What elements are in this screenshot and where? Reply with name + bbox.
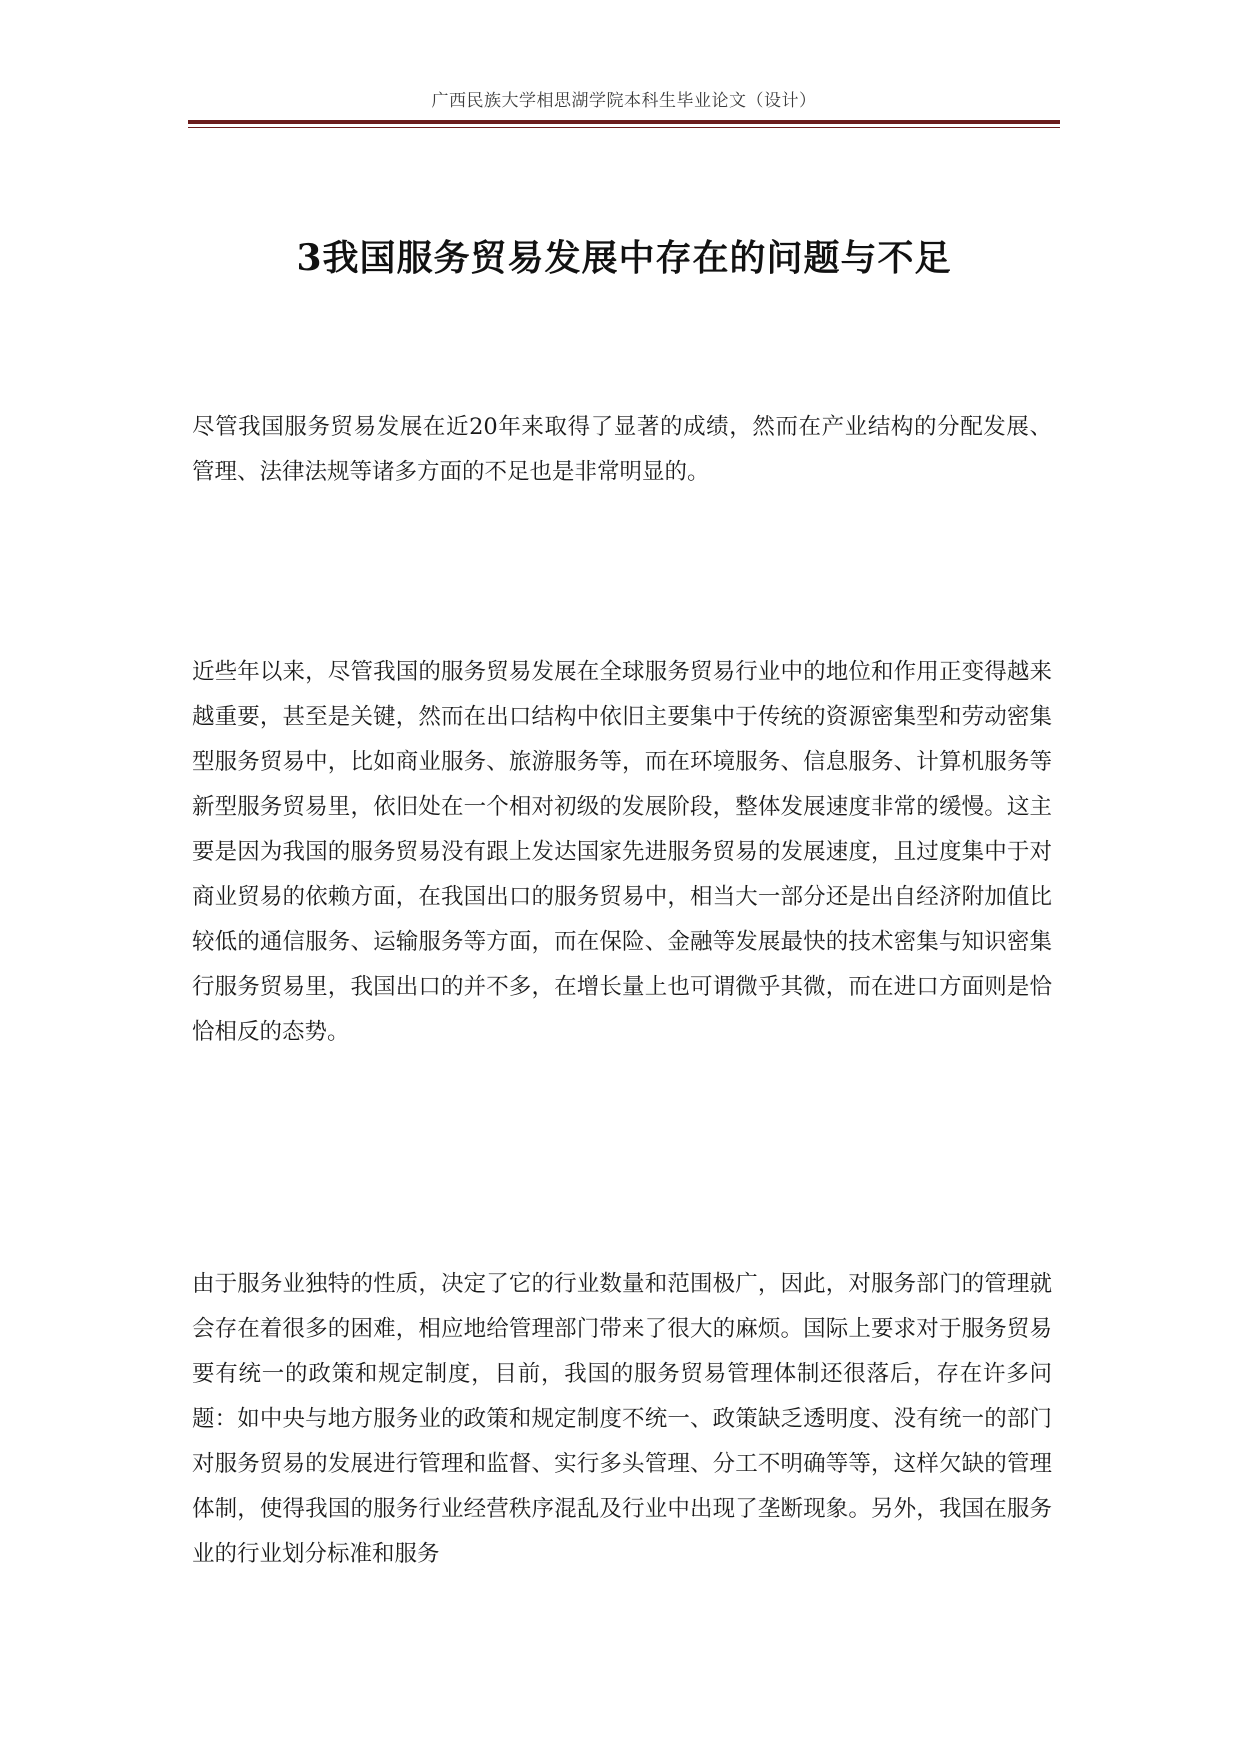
running-header: 广西民族大学相思湖学院本科生毕业论文（设计）: [431, 91, 817, 111]
body-paragraph: 近些年以来，尽管我国的服务贸易发展在全球服务贸易行业中的地位和作用正变得越来越重要，甚至是关键，然而在出口结构中依旧主要集中于传统的资源密集型和劳动密集型服务贸易中，比如商业服务、旅游服务等，而在环境服务、信息服务、计算机服务等新型服务贸易里，依旧处在一个相对初级的发展阶段，整体发展速度非常的缓慢。这主要是因为我国的服务贸易没有跟上发达国家先进服务贸易的发展速度，且过度集中于对商业贸易的依赖方面，在我国出口的服务贸易中，相当大一部分还是出自经济附加值比较低的通信服务、运输服务等方面，而在保险、金融等发展最快的技术密集与知识密集行服务贸易里，我国出口的并不多，在增长量上也可谓微乎其微，而在进口方面则是恰恰相反的态势。: [192, 659, 1052, 1045]
header-rule-thin: [188, 127, 1060, 128]
header-rule-thick: [188, 120, 1060, 124]
body-paragraph: 由于服务业独特的性质，决定了它的行业数量和范围极广，因此，对服务部门的管理就会存在着很多的困难，相应地给管理部门带来了很大的麻烦。国际上要求对于服务贸易要有统一的政策和规定制度，目前，我国的服务贸易管理体制还很落后，存在许多问题：如中央与地方服务业的政策和规定制度不统一、政策缺乏透明度、没有统一的部门对服务贸易的发展进行管理和监督、实行多头管理、分工不明确等等，这样欠缺的管理体制，使得我国的服务行业经营秩序混乱及行业中出现了垄断现象。另外，我国在服务业的行业划分标准和服务: [192, 1271, 1052, 1567]
section-title: 3我国服务贸易发展中存在的问题与不足: [296, 237, 952, 279]
body-paragraph: 尽管我国服务贸易发展在近20年来取得了显著的成绩，然而在产业结构的分配发展、管理、法律法规等诸多方面的不足也是非常明显的。: [192, 414, 1052, 485]
